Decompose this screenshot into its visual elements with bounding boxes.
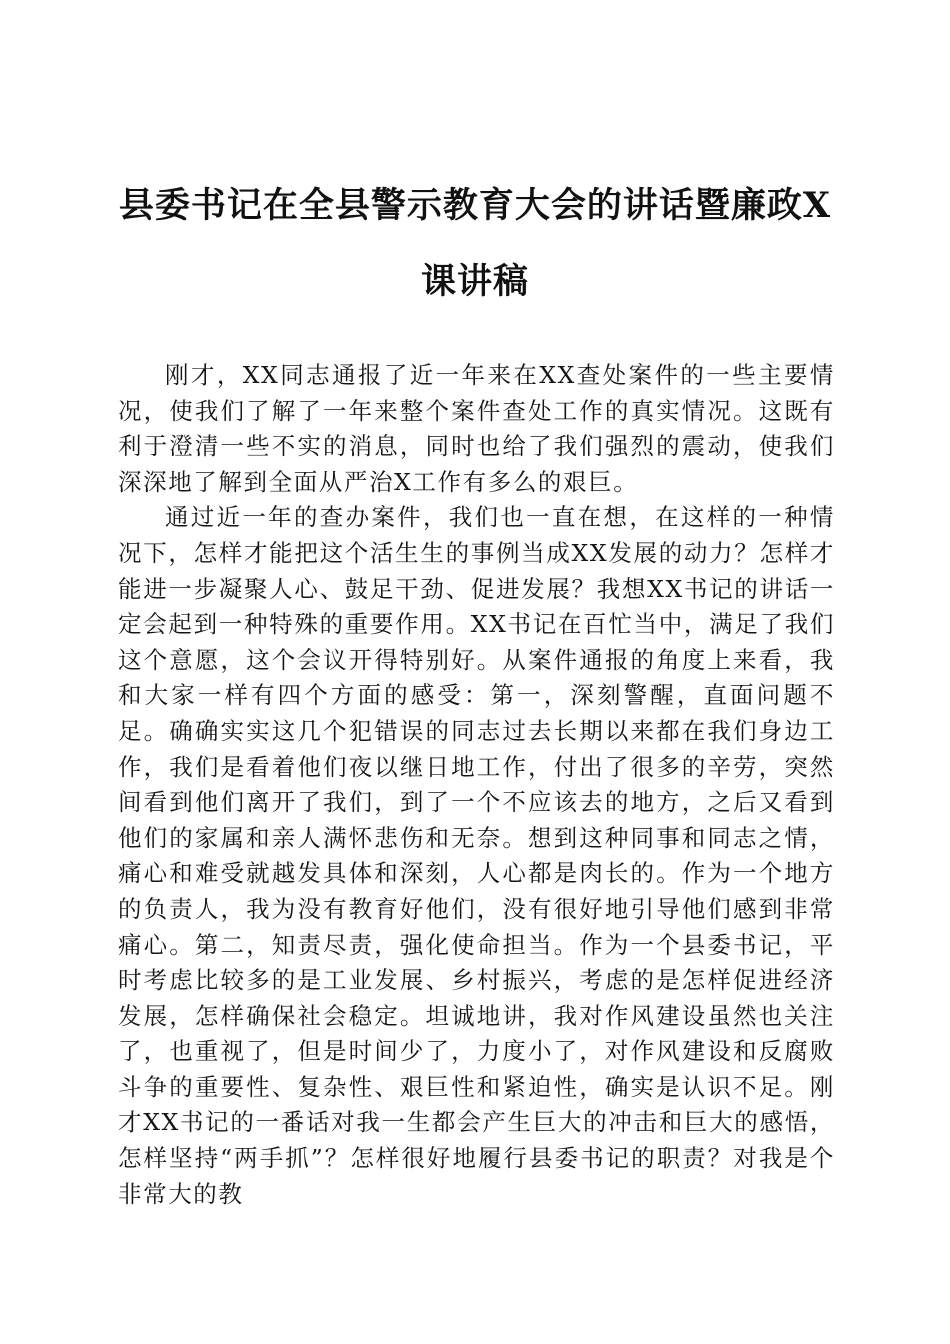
document-title: 县委书记在全县警示教育大会的讲话暨廉政X课讲稿 <box>118 185 832 302</box>
paragraph-1: 刚才，XX同志通报了近一年来在XX查处案件的一些主要情况，使我们了解了一年来整个案件查处工作的真实情况。这既有利于澄清一些不实的消息，同时也给了我们强烈的震动，使我们深深地了解到全面从严治X工作有多么的艰巨。 <box>118 361 835 496</box>
document-body <box>118 358 835 1212</box>
paragraph-2: 通过近一年的查办案件，我们也一直在想，在这样的一种情况下，怎样才能把这个活生生的事例当成XX发展的动力？怎样才能进一步凝聚人心、鼓足干劲、促进发展？我想XX书记的讲话一定会起到一种特殊的重要作用。XX书记在百忙当中，满足了我们这个意愿，这个会议开得特别好。从案件通报的角度上来看，我和大家一样有四个方面的感受：第一，深刻警醒，直面问题不足。确确实实这几个犯错误的同志过去长期以来都在我们身边工作，我们是看着他们夜以继日地工作，付出了很多的辛劳，突然间看到他们离开了我们，到了一个不应该去的地方，之后又看到他们的家属和亲人满怀悲伤和无奈。想到这种同事和同志之情，痛心和难受就越发具体和深刻，人心都是肉长的。作为一个地方的负责人，我为没有教育好他们，没有很好地引导他们感到非常痛心。第二，知责尽责，强化使命担当。作为一个县委书记，平时考虑比较多的是工业发展、乡村振兴，考虑的是怎样促进经济发展，怎样确保社会稳定。坦诚地讲，我对作风建设虽然也关注了，也重视了，但是时间少了，力度小了，对作风建设和反腐败斗争的重要性、复杂性、艰巨性和紧迫性，确实是认识不足。刚才XX书记的一番话对我一生都会产生巨大的冲击和巨大的感悟，怎样坚持“两手抓”？怎样很好地履行县委书记的职责？对我是个非常大的教 <box>118 503 835 1208</box>
